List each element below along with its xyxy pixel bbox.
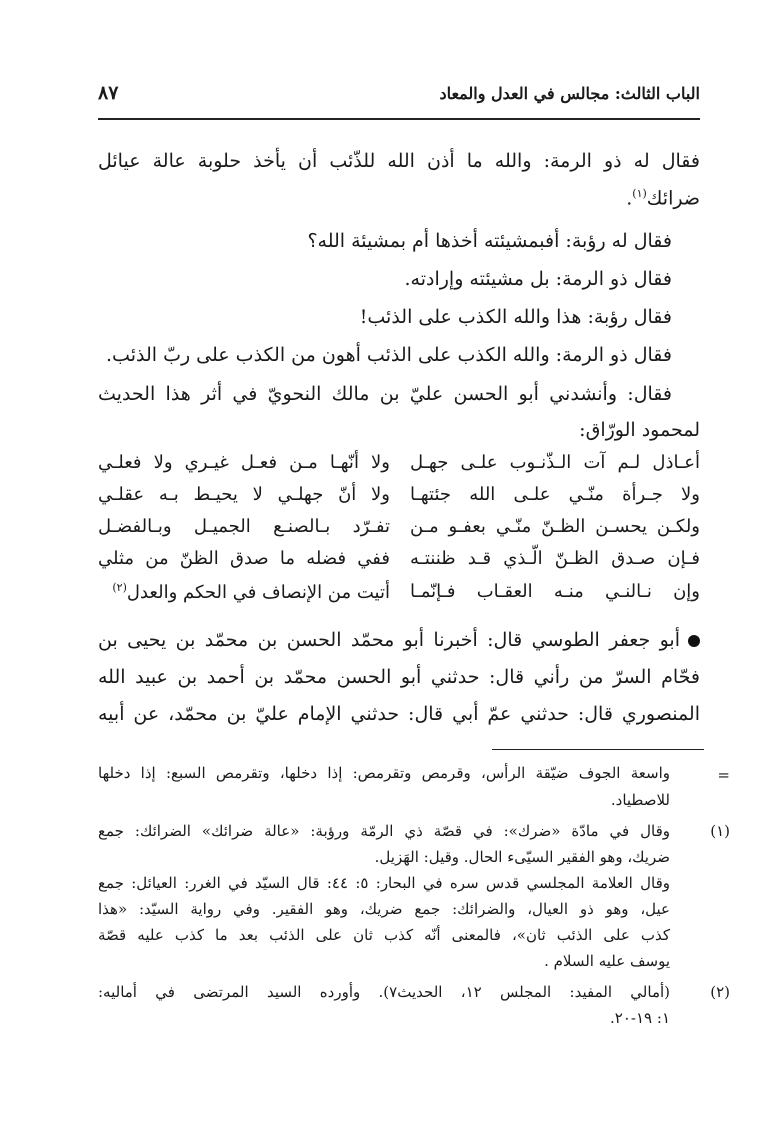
footnote-line: عيل، وهو ذو العيال، والضرائك: جمع ضريك، وهو الفقير. وفي رواية السيّد: «هذا: [98, 900, 670, 918]
bullet-icon: [688, 635, 700, 647]
footnote-line: يوسف عليه السلام .: [544, 952, 670, 970]
running-header: [98, 78, 700, 114]
paragraph-line: لمحمود الورّاق:: [579, 419, 700, 441]
poem-hemistich-left: تفـرّد بـالصنـع الجميـل وبـالفضـل: [98, 516, 390, 537]
paragraph-line: [626, 187, 700, 211]
paragraph-line: فقال رؤبة: هذا والله الكذب على الذئب!: [359, 306, 672, 328]
page-number: ٨٧: [98, 82, 119, 104]
footnote-line: ضريك، وهو الفقير السيّىء الحال. وقيل: الهَزيل.: [374, 848, 670, 866]
footnote-line: كذب على الذئب ثان»، فالمعنى أنّه كذب ثان على الذئب بعد ما كذب عليه قصّة: [98, 926, 670, 944]
footnote-marker: (١): [710, 822, 730, 840]
footnote-line: (أمالي المفيد: المجلس ١٢، الحديث٧). وأورده السيد المرتضى في أماليه:: [98, 983, 670, 1001]
paragraph-line: فقال له رؤبة: أفبمشيئته أخذها أم بمشيئة الله؟: [307, 230, 672, 252]
chapter-title: الباب الثالث: مجالس في العدل والمعاد: [439, 84, 700, 103]
footnote-line: وقال في مادّة «ضرك»: في قصّة ذي الرمّة ورؤبة: «عالة ضرائك» الضرائك: جمع: [98, 822, 670, 840]
paragraph-text: أبو جعفر الطوسي قال: أخبرنا أبو محمّد الحسن بن محمّد بن يحيى بن: [98, 629, 680, 651]
footnote-marker: (٢): [710, 983, 730, 1001]
paragraph-line: المنصوري قال: حدثني عمّ أبي قال: حدثني الإمام عليّ بن محمّد، عن أبيه: [98, 703, 700, 725]
footnote-line: واسعة الجوف ضيّقة الرأس، وقرمص وتقرمص: إذا دخلها، وتقرمص السبع: إذا دخلها: [98, 764, 670, 782]
poem-hemistich-right: ولا جـرأة منّـي علـى الله جئتهـا: [410, 484, 700, 505]
footnote-line: للاصطياد.: [610, 791, 670, 809]
paragraph-line: [98, 383, 672, 407]
footnote-ref[interactable]: (١): [632, 187, 647, 200]
poem-hemistich-right: ولكـن يحسـن الظـنّ منّـي بعفـو مـن: [410, 516, 700, 537]
poem-hemistich-left: [98, 581, 390, 605]
poem-hemistich-right: فـإن صـدق الظـنّ الّـذي قـد ظننتـه: [410, 548, 700, 569]
paragraph-line: فقال ذو الرمة: بل مشيئته وإرادته.: [404, 268, 672, 290]
footnote-rule: [492, 749, 704, 750]
poem-hemistich-right: وإن نـالنـي منـه العقـاب فـإنّمـا: [410, 581, 700, 602]
paragraph-text: ضرائك: [646, 187, 700, 210]
poem-text: أتيت من الإنصاف في الحكم والعدل: [126, 582, 390, 603]
paragraph-text: فقال له ذو الرمة: والله ما أذن الله للذّئب أن يأخذ حلوبة عالة عيائل: [98, 150, 700, 172]
paragraph-text: .: [626, 187, 633, 210]
poem-hemistich-left: ففي فضله ما صدق الظنّ من مثلي: [98, 548, 390, 569]
paragraph-line: [98, 150, 700, 174]
header-rule: [98, 118, 700, 120]
footnote-line: وقال العلامة المجلسي قدس سره في البحار: ٥: ٤٤: قال السيّد في الغرر: العيائل: جمع: [98, 874, 670, 892]
footnote-line: ١: ١٩-٢٠.: [610, 1009, 670, 1027]
paragraph-line: فحّام السرّ من رأني قال: حدثني أبو الحسن محمّد بن أحمد بن عبيد الله: [98, 666, 700, 688]
paragraph-line: [98, 629, 700, 653]
poem-hemistich-right: أعـاذل لـم آت الـذّنـوب علـى جهـل: [410, 452, 700, 473]
footnote-ref[interactable]: (٢): [112, 581, 127, 594]
poem-hemistich-left: ولا أنّهـا مـن فعـل غيـري ولا فعلـي: [98, 452, 390, 473]
paragraph-line: فقال ذو الرمة: والله الكذب على الذئب أهون من الكذب على ربّ الذئب.: [106, 344, 672, 366]
footnote-marker: =: [717, 766, 730, 784]
poem-hemistich-left: ولا أنّ جهلـي لا يحيـط بـه عقلـي: [98, 484, 390, 505]
paragraph-text: فقال: وأنشدني أبو الحسن عليّ بن مالك النحويّ في أثر هذا الحديث: [98, 383, 672, 405]
